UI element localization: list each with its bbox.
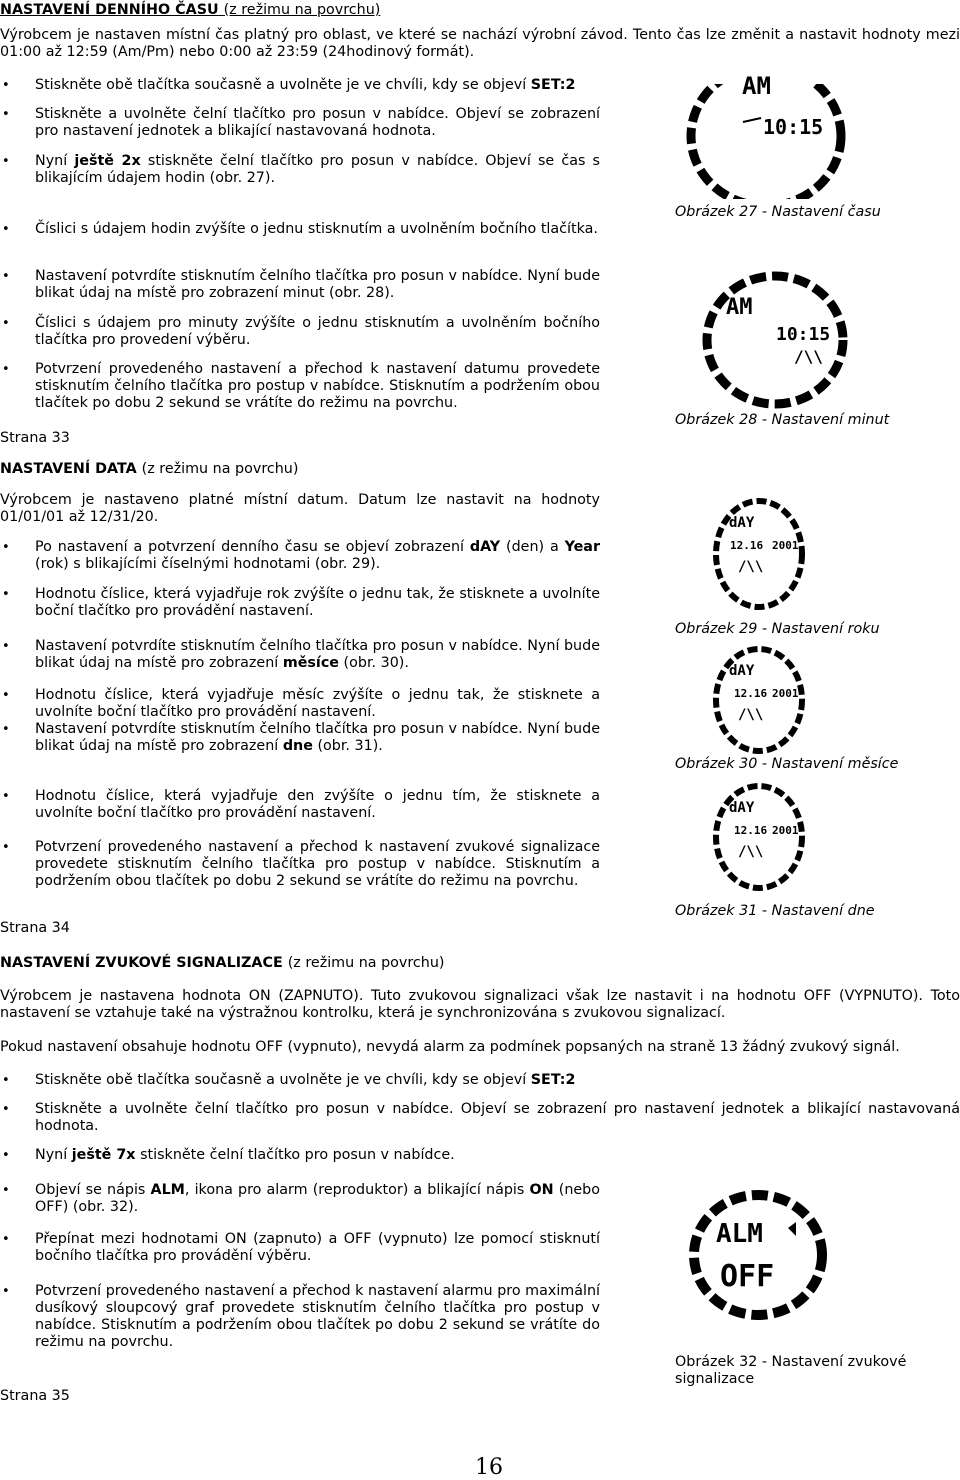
display-year-text: 2001 (772, 687, 799, 700)
figure-caption-32: Obrázek 32 - Nastavení zvukové signalizace (675, 1354, 907, 1387)
page-number: 16 (475, 1455, 503, 1480)
list-item: • Nyní ještě 7x stiskněte čelní tlačítko pro posun v nabídce. (35, 1147, 960, 1164)
display-top-text: dAY (729, 663, 755, 679)
watch-display-fig27 (686, 64, 856, 199)
heading-text: NASTAVENÍ DENNÍHO ČASU (0, 2, 219, 18)
svg-text:/\\: /\\ (738, 844, 764, 860)
display-main-text: 10:15 (763, 115, 824, 139)
section-heading-time (0, 2, 380, 19)
display-top-text: dAY (729, 800, 755, 816)
display-top-text: AM (726, 295, 753, 320)
list-item: • Hodnotu číslice, která vyjadřuje den zvýšíte o jednu tím, že stisknete a uvolníte boční tlačítko pro provádění nastavení. (35, 788, 600, 822)
list-item: • Nastavení potvrdíte stisknutím čelního tlačítka pro posun v nabídce. Nyní bude blikat údaj na místě pro zobrazení dne (obr. 31). (35, 721, 600, 755)
intro-paragraph-sound-1: Výrobcem je nastavena hodnota ON (ZAPNUTO). Tuto zvukovou signalizaci však lze nastavit i na hodnotu OFF (VYPNUTO). Toto nastavení se vztahuje také na výstražnou kontrolku, která je synchronizována s zvukovou signalizací. (0, 988, 960, 1021)
section-heading-sound: NASTAVENÍ ZVUKOVÉ SIGNALIZACE (z režimu na povrchu) (0, 955, 445, 971)
figure-caption-31: Obrázek 31 - Nastavení dne (675, 903, 875, 919)
page-ref-35: Strana 35 (0, 1388, 70, 1404)
watch-display-fig28 (700, 270, 850, 410)
watch-display-fig31 (712, 782, 807, 892)
svg-text:/\\: /\\ (738, 707, 764, 723)
watch-display-fig29 (712, 497, 807, 612)
list-item: • Stiskněte obě tlačítka současně a uvolněte je ve chvíli, kdy se objeví SET:2 (35, 1072, 960, 1089)
intro-paragraph-date: Výrobcem je nastaveno platné místní datum. Datum lze nastavit na hodnoty 01/01/01 až 12/31/20. (0, 492, 600, 525)
display-year-text: 2001 (772, 539, 799, 552)
figure-caption-28: Obrázek 28 - Nastavení minut (675, 412, 890, 428)
figure-caption-30: Obrázek 30 - Nastavení měsíce (675, 756, 899, 772)
watch-display-fig30 (712, 645, 807, 755)
list-item: • Potvrzení provedeného nastavení a přechod k nastavení alarmu pro maximální dusíkový sloupcový graf provedete stisknutím čelního tlačítka pro postup v nabídce. Stisknutím a podržením obou tlačítek po dobu 2 sekund se vrátíte do režimu na povrchu. (35, 1283, 600, 1351)
figure-caption-29: Obrázek 29 - Nastavení roku (675, 621, 880, 637)
display-year-text: 2001 (772, 824, 799, 837)
list-item: • Potvrzení provedeného nastavení a přechod k nastavení zvukové signalizace provedete stisknutím čelního tlačítka pro postup v nabídce. Stisknutím a podržením obou tlačítek po dobu 2 sekund se vrátíte do režimu na povrchu. (35, 839, 600, 890)
heading-subtext: (z režimu na povrchu) (223, 2, 381, 18)
intro-paragraph-time: Výrobcem je nastaven místní čas platný pro oblast, ve které se nachází výrobní závod. Tento čas lze změnit a nastavit hodnoty mezi 01:00 až 12:59 (Am/Pm) nebo 0:00 až 23:59 (24hodinový formát). (0, 27, 960, 60)
display-main-text: 12.16 (730, 539, 764, 552)
list-item: • Přepínat mezi hodnotami ON (zapnuto) a OFF (vypnuto) lze pomocí stisknutí bočního tlačítka pro provádění výběru. (35, 1231, 600, 1265)
figure-caption-27: Obrázek 27 - Nastavení času (675, 204, 881, 220)
page-ref-33: Strana 33 (0, 430, 70, 446)
section-heading-date: NASTAVENÍ DATA (z režimu na povrchu) (0, 461, 299, 477)
display-top-text: AM (742, 72, 771, 100)
display-main-text: OFF (720, 1259, 775, 1294)
list-item: • Stiskněte obě tlačítka současně a uvolněte je ve chvíli, kdy se objeví SET:2 (35, 77, 600, 94)
speaker-icon (788, 1222, 796, 1236)
svg-text:/\\: /\\ (794, 347, 823, 366)
list-item: • Objeví se nápis ALM, ikona pro alarm (reproduktor) a blikající nápis ON (nebo OFF) (obr. 32). (35, 1182, 600, 1216)
display-top-text: dAY (729, 515, 755, 531)
list-item: • Nastavení potvrdíte stisknutím čelního tlačítka pro posun v nabídce. Nyní bude blikat údaj na místě pro zobrazení měsíce (obr. 30). (35, 638, 600, 672)
watch-display-fig32 (688, 1190, 828, 1325)
list-item: • Hodnotu číslice, která vyjadřuje měsíc zvýšíte o jednu tak, že stisknete a uvolníte boční tlačítko pro provádění nastavení. (35, 687, 600, 721)
svg-text:/\\: /\\ (738, 559, 764, 575)
list-item: • Nyní ještě 2x stiskněte čelní tlačítko pro posun v nabídce. Objeví se čas s blikajícím údajem hodin (obr. 27). (35, 153, 600, 187)
display-main-text: 12.16 (734, 824, 768, 837)
display-main-text: 12.16 (734, 687, 768, 700)
display-main-text: 10:15 (776, 324, 831, 345)
intro-paragraph-sound-2: Pokud nastavení obsahuje hodnotu OFF (vypnuto), nevydá alarm za podmínek popsaných na straně 13 žádný zvukový signál. (0, 1039, 900, 1055)
list-item: • Stiskněte a uvolněte čelní tlačítko pro posun v nabídce. Objeví se zobrazení pro nastavení jednotek a blikající nastavovaná hodnota. (35, 1101, 960, 1135)
page-ref-34: Strana 34 (0, 920, 70, 936)
list-item: • Nastavení potvrdíte stisknutím čelního tlačítka pro posun v nabídce. Nyní bude blikat údaj na místě pro zobrazení minut (obr. 28). (35, 268, 600, 302)
list-item: • Číslici s údajem hodin zvýšíte o jednu stisknutím a uvolněním bočního tlačítka. (35, 221, 600, 238)
list-item: • Potvrzení provedeného nastavení a přechod k nastavení datumu provedete stisknutím čelního tlačítka pro postup v nabídce. Stisknutím a podržením obou tlačítek po dobu 2 sekund se vrátíte do režimu na povrchu. (35, 361, 600, 412)
list-item: • Po nastavení a potvrzení denního času se objeví zobrazení dAY (den) a Year (rok) s blikajícími číselnými hodnotami (obr. 29). (35, 539, 600, 573)
list-item: • Stiskněte a uvolněte čelní tlačítko pro posun v nabídce. Objeví se zobrazení pro nastavení jednotek a blikající nastavovaná hodnota. (35, 106, 600, 140)
list-item: • Číslici s údajem pro minuty zvýšíte o jednu stisknutím a uvolněním bočního tlačítka pro provedení výběru. (35, 315, 600, 349)
list-item: • Hodnotu číslice, která vyjadřuje rok zvýšíte o jednu tak, že stisknete a uvolníte boční tlačítko pro provádění nastavení. (35, 586, 600, 620)
display-top-text: ALM (716, 1219, 763, 1249)
